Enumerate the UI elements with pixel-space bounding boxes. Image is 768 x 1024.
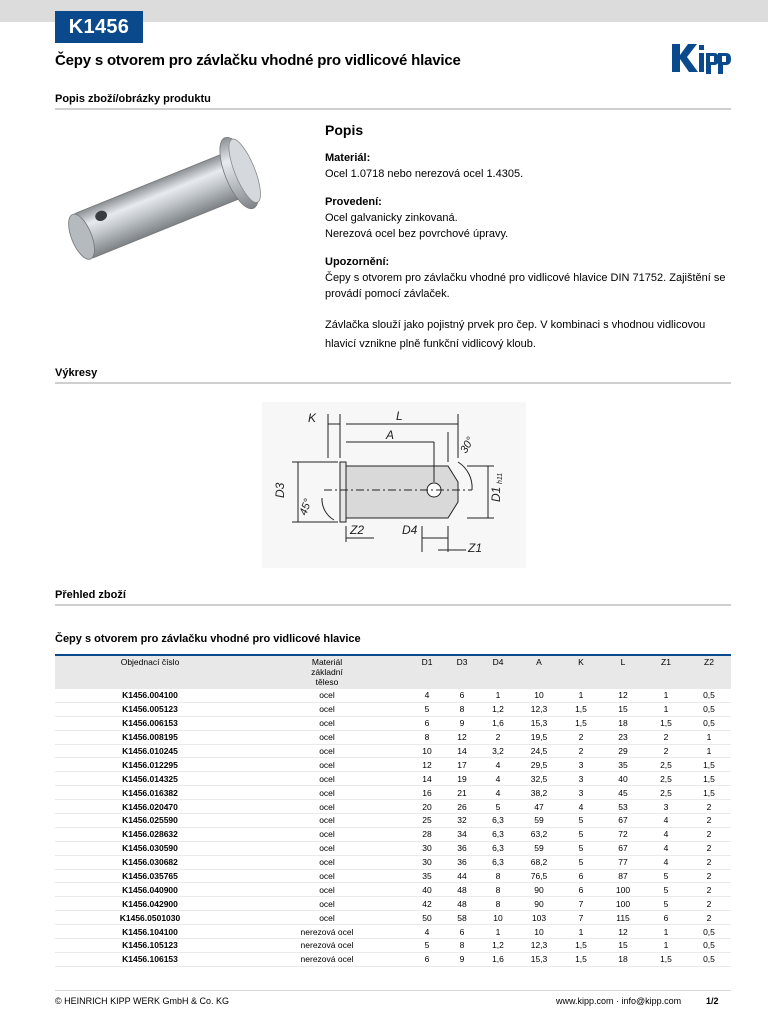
table-cell: 2	[479, 730, 517, 744]
table-cell: 8	[479, 869, 517, 883]
table-cell: 34	[445, 827, 479, 841]
table-cell: 1,5	[687, 786, 731, 800]
table-cell: 7	[561, 897, 601, 911]
col-a: A	[517, 655, 561, 689]
note-label: Upozornění:	[325, 256, 390, 268]
col-d1: D1	[409, 655, 445, 689]
table-title: Čepy s otvorem pro závlačku vhodné pro vidlicové hlavice	[55, 633, 361, 645]
table-cell: K1456.028632	[55, 827, 245, 841]
table-cell: ocel	[245, 758, 409, 772]
description-panel	[325, 122, 735, 366]
table-cell: 6,3	[479, 855, 517, 869]
table-cell: 12,3	[517, 702, 561, 716]
product-table	[55, 654, 731, 967]
finish-label: Provedení:	[325, 196, 382, 208]
table-cell: 5	[409, 702, 445, 716]
col-material-line-2: základní	[311, 667, 343, 677]
table-cell: 4	[479, 786, 517, 800]
table-row	[55, 925, 731, 939]
table-cell: 2	[687, 827, 731, 841]
table-cell: 12	[601, 689, 645, 702]
table-cell: K1456.020470	[55, 800, 245, 814]
table-row	[55, 786, 731, 800]
table-cell: 42	[409, 897, 445, 911]
table-cell: K1456.040900	[55, 883, 245, 897]
table-cell: K1456.016382	[55, 786, 245, 800]
table-cell: K1456.008195	[55, 730, 245, 744]
dim-label-k: K	[308, 411, 317, 425]
table-cell: 90	[517, 883, 561, 897]
dim-label-l: L	[396, 409, 403, 423]
table-cell: K1456.006153	[55, 716, 245, 730]
table-cell: 2	[561, 744, 601, 758]
table-cell: 103	[517, 911, 561, 925]
table-cell: 67	[601, 814, 645, 828]
table-cell: 2	[687, 883, 731, 897]
table-cell: 1	[687, 730, 731, 744]
table-cell: 12,3	[517, 939, 561, 953]
table-cell: 47	[517, 800, 561, 814]
table-cell: K1456.0501030	[55, 911, 245, 925]
col-d3: D3	[445, 655, 479, 689]
section-divider	[55, 604, 731, 606]
section-divider	[55, 108, 731, 110]
table-cell: 19	[445, 772, 479, 786]
table-cell: ocel	[245, 730, 409, 744]
table-header-row	[55, 655, 731, 689]
table-cell: 28	[409, 827, 445, 841]
table-cell: ocel	[245, 855, 409, 869]
table-cell: 20	[409, 800, 445, 814]
table-cell: 9	[445, 952, 479, 966]
table-cell: 5	[561, 855, 601, 869]
table-cell: 16	[409, 786, 445, 800]
col-material-line-3: těleso	[315, 677, 339, 687]
col-z2: Z2	[687, 655, 731, 689]
table-row	[55, 883, 731, 897]
product-code-badge: K1456	[55, 11, 143, 43]
technical-drawing	[262, 402, 526, 568]
table-row	[55, 939, 731, 953]
table-cell: 5	[561, 814, 601, 828]
col-d4: D4	[479, 655, 517, 689]
table-cell: 4	[479, 758, 517, 772]
table-cell: 2,5	[645, 786, 687, 800]
table-cell: 2	[561, 730, 601, 744]
table-cell: 21	[445, 786, 479, 800]
table-cell: 4	[645, 814, 687, 828]
table-cell: K1456.030682	[55, 855, 245, 869]
table-cell: 30	[409, 855, 445, 869]
dim-label-d1: D1	[489, 486, 503, 502]
table-cell: ocel	[245, 911, 409, 925]
table-cell: K1456.012295	[55, 758, 245, 772]
dim-label-a: A	[386, 428, 395, 442]
table-cell: ocel	[245, 689, 409, 702]
table-cell: 1,5	[561, 716, 601, 730]
section-heading-drawings: Výkresy	[55, 367, 98, 379]
table-cell: K1456.005123	[55, 702, 245, 716]
dim-label-tolerance: h11	[497, 472, 504, 484]
table-cell: 35	[409, 869, 445, 883]
table-cell: ocel	[245, 716, 409, 730]
table-row	[55, 702, 731, 716]
table-cell: 14	[445, 744, 479, 758]
table-cell: 87	[601, 869, 645, 883]
col-order-number: Objednací číslo	[55, 655, 245, 689]
table-cell: 100	[601, 897, 645, 911]
table-cell: 6,3	[479, 827, 517, 841]
table-cell: 9	[445, 716, 479, 730]
table-cell: 1,5	[687, 758, 731, 772]
table-cell: 32	[445, 814, 479, 828]
table-cell: 5	[645, 883, 687, 897]
table-cell: 3,2	[479, 744, 517, 758]
note-text-1: Čepy s otvorem pro závlačku vhodné pro vidlicové hlavice DIN 71752. Zajištění se provádí pomocí závlaček.	[325, 272, 726, 300]
table-cell: 4	[479, 772, 517, 786]
table-cell: 3	[561, 772, 601, 786]
table-cell: 53	[601, 800, 645, 814]
col-material-line-1: Materiál	[311, 657, 343, 667]
table-cell: 8	[409, 730, 445, 744]
table-cell: 115	[601, 911, 645, 925]
table-cell: 67	[601, 841, 645, 855]
table-cell: 5	[479, 800, 517, 814]
table-cell: 8	[445, 702, 479, 716]
table-cell: 2	[645, 730, 687, 744]
table-cell: 3	[645, 800, 687, 814]
table-cell: 1,5	[687, 772, 731, 786]
table-cell: 72	[601, 827, 645, 841]
table-cell: 2	[687, 869, 731, 883]
table-cell: nerezová ocel	[245, 952, 409, 966]
table-row	[55, 827, 731, 841]
table-cell: 10	[479, 911, 517, 925]
table-cell: 30	[409, 841, 445, 855]
table-cell: K1456.030590	[55, 841, 245, 855]
table-cell: K1456.105123	[55, 939, 245, 953]
table-cell: 6	[561, 883, 601, 897]
table-cell: 10	[517, 925, 561, 939]
table-cell: 40	[409, 883, 445, 897]
table-cell: 8	[479, 883, 517, 897]
table-row	[55, 911, 731, 925]
footer-divider	[55, 990, 731, 991]
table-cell: 10	[409, 744, 445, 758]
table-cell: 3	[561, 786, 601, 800]
table-cell: 2	[687, 800, 731, 814]
table-cell: 19,5	[517, 730, 561, 744]
table-cell: nerezová ocel	[245, 939, 409, 953]
table-cell: 26	[445, 800, 479, 814]
product-photo	[52, 120, 282, 280]
table-cell: nerezová ocel	[245, 925, 409, 939]
table-cell: ocel	[245, 869, 409, 883]
table-cell: 1	[561, 689, 601, 702]
section-heading-description: Popis zboží/obrázky produktu	[55, 93, 211, 105]
table-cell: 1	[479, 689, 517, 702]
table-row	[55, 869, 731, 883]
table-cell: 2	[687, 855, 731, 869]
table-row	[55, 744, 731, 758]
table-cell: 40	[601, 772, 645, 786]
table-cell: 0,5	[687, 689, 731, 702]
col-k: K	[561, 655, 601, 689]
table-cell: 1,5	[645, 716, 687, 730]
table-cell: 2,5	[645, 772, 687, 786]
table-cell: 1	[561, 925, 601, 939]
table-cell: 32,5	[517, 772, 561, 786]
finish-line-1: Ocel galvanicky zinkovaná.	[325, 212, 458, 224]
table-cell: 4	[409, 925, 445, 939]
table-cell: 12	[409, 758, 445, 772]
table-cell: K1456.042900	[55, 897, 245, 911]
table-cell: 6,3	[479, 841, 517, 855]
table-cell: 6	[445, 689, 479, 702]
table-cell: 12	[601, 925, 645, 939]
material-text: Ocel 1.0718 nebo nerezová ocel 1.4305.	[325, 168, 524, 180]
table-cell: ocel	[245, 772, 409, 786]
table-cell: K1456.035765	[55, 869, 245, 883]
col-z1: Z1	[645, 655, 687, 689]
table-body	[55, 689, 731, 966]
table-row	[55, 716, 731, 730]
section-divider	[55, 382, 731, 384]
table-row	[55, 800, 731, 814]
dim-label-z2: Z2	[350, 523, 365, 537]
table-cell: 5	[561, 841, 601, 855]
table-cell: K1456.106153	[55, 952, 245, 966]
table-cell: ocel	[245, 827, 409, 841]
description-heading: Popis	[325, 122, 364, 138]
table-cell: 1,5	[561, 952, 601, 966]
table-cell: ocel	[245, 814, 409, 828]
note-block	[325, 254, 735, 354]
footer-contact: www.kipp.com · info@kipp.com	[556, 996, 682, 1006]
table-cell: K1456.104100	[55, 925, 245, 939]
table-cell: 1,6	[479, 952, 517, 966]
table-cell: 4	[561, 800, 601, 814]
table-cell: ocel	[245, 883, 409, 897]
table-cell: 2	[687, 897, 731, 911]
finish-block	[325, 194, 735, 242]
dim-label-30deg: 30°	[458, 435, 477, 456]
col-l: L	[601, 655, 645, 689]
table-cell: 0,5	[687, 952, 731, 966]
table-cell: 3	[561, 758, 601, 772]
table-cell: 1,5	[645, 952, 687, 966]
dim-label-45deg: 45°	[297, 497, 315, 518]
dim-label-d4: D4	[402, 523, 418, 537]
table-cell: 68,2	[517, 855, 561, 869]
table-cell: 29	[601, 744, 645, 758]
table-cell: 5	[645, 869, 687, 883]
table-cell: K1456.004100	[55, 689, 245, 702]
table-cell: 1	[645, 925, 687, 939]
table-cell: 25	[409, 814, 445, 828]
table-cell: 0,5	[687, 716, 731, 730]
table-cell: 1	[645, 939, 687, 953]
table-cell: 29,5	[517, 758, 561, 772]
table-cell: K1456.010245	[55, 744, 245, 758]
table-cell: 2	[687, 841, 731, 855]
table-cell: 2,5	[645, 758, 687, 772]
table-cell: 77	[601, 855, 645, 869]
table-cell: 1	[645, 702, 687, 716]
table-cell: 48	[445, 883, 479, 897]
table-row	[55, 855, 731, 869]
table-cell: ocel	[245, 897, 409, 911]
table-row	[55, 952, 731, 966]
table-row	[55, 758, 731, 772]
table-cell: K1456.025590	[55, 814, 245, 828]
table-cell: 1,5	[561, 939, 601, 953]
table-row	[55, 730, 731, 744]
table-row	[55, 841, 731, 855]
dim-label-z1: Z1	[468, 541, 483, 555]
table-cell: 6	[445, 925, 479, 939]
table-cell: 38,2	[517, 786, 561, 800]
table-row	[55, 814, 731, 828]
table-cell: 50	[409, 911, 445, 925]
table-cell: 8	[445, 939, 479, 953]
table-cell: 1,2	[479, 939, 517, 953]
table-cell: 1,2	[479, 702, 517, 716]
table-cell: 18	[601, 952, 645, 966]
table-cell: 58	[445, 911, 479, 925]
page-title: Čepy s otvorem pro závlačku vhodné pro vidlicové hlavice	[55, 52, 461, 69]
section-heading-overview: Přehled zboží	[55, 589, 126, 601]
table-cell: 6,3	[479, 814, 517, 828]
table-cell: 6	[561, 869, 601, 883]
table-cell: 18	[601, 716, 645, 730]
table-cell: 2	[645, 744, 687, 758]
table-cell: K1456.014325	[55, 772, 245, 786]
table-cell: 6	[409, 952, 445, 966]
table-row	[55, 689, 731, 702]
table-cell: 4	[645, 827, 687, 841]
table-cell: 76,5	[517, 869, 561, 883]
table-cell: 44	[445, 869, 479, 883]
table-cell: 36	[445, 855, 479, 869]
table-cell: 1,6	[479, 716, 517, 730]
material-label: Materiál:	[325, 152, 371, 164]
table-cell: 14	[409, 772, 445, 786]
table-cell: 15,3	[517, 952, 561, 966]
table-cell: 15,3	[517, 716, 561, 730]
table-cell: 0,5	[687, 939, 731, 953]
table-cell: ocel	[245, 800, 409, 814]
table-cell: 59	[517, 814, 561, 828]
table-cell: 4	[409, 689, 445, 702]
table-cell: 36	[445, 841, 479, 855]
table-cell: 12	[445, 730, 479, 744]
table-cell: 10	[517, 689, 561, 702]
table-cell: 2	[687, 814, 731, 828]
table-cell: 5	[409, 939, 445, 953]
table-cell: ocel	[245, 744, 409, 758]
table-cell: 5	[645, 897, 687, 911]
table-cell: 24,5	[517, 744, 561, 758]
finish-line-2: Nerezová ocel bez povrchové úpravy.	[325, 228, 509, 240]
table-cell: 63,2	[517, 827, 561, 841]
table-cell: 23	[601, 730, 645, 744]
table-cell: 2	[687, 911, 731, 925]
table-cell: 6	[409, 716, 445, 730]
table-cell: 17	[445, 758, 479, 772]
page-number: 1/2	[706, 996, 719, 1006]
table-cell: 4	[645, 841, 687, 855]
table-cell: 45	[601, 786, 645, 800]
table-cell: 35	[601, 758, 645, 772]
table-cell: ocel	[245, 786, 409, 800]
table-cell: 1,5	[561, 702, 601, 716]
table-cell: 0,5	[687, 702, 731, 716]
kipp-logo	[668, 38, 732, 76]
table-cell: 4	[645, 855, 687, 869]
table-cell: ocel	[245, 841, 409, 855]
table-cell: 5	[561, 827, 601, 841]
table-row	[55, 772, 731, 786]
table-cell: 1	[687, 744, 731, 758]
table-cell: 7	[561, 911, 601, 925]
table-cell: 15	[601, 939, 645, 953]
dim-label-d3: D3	[273, 482, 287, 498]
table-cell: 15	[601, 702, 645, 716]
note-text-2: Závlačka slouží jako pojistný prvek pro čep. V kombinaci s vhodnou vidlicovou hlavicí vznikne plně funkční vidlicový kloub.	[325, 319, 706, 350]
table-cell: 1	[479, 925, 517, 939]
table-row	[55, 897, 731, 911]
table-cell: 100	[601, 883, 645, 897]
col-material	[245, 655, 409, 689]
table-cell: ocel	[245, 702, 409, 716]
table-cell: 1	[645, 689, 687, 702]
table-cell: 59	[517, 841, 561, 855]
table-cell: 8	[479, 897, 517, 911]
table-cell: 0,5	[687, 925, 731, 939]
table-cell: 48	[445, 897, 479, 911]
table-cell: 90	[517, 897, 561, 911]
material-block	[325, 150, 735, 182]
footer-company: © HEINRICH KIPP WERK GmbH & Co. KG	[55, 996, 229, 1006]
table-cell: 6	[645, 911, 687, 925]
